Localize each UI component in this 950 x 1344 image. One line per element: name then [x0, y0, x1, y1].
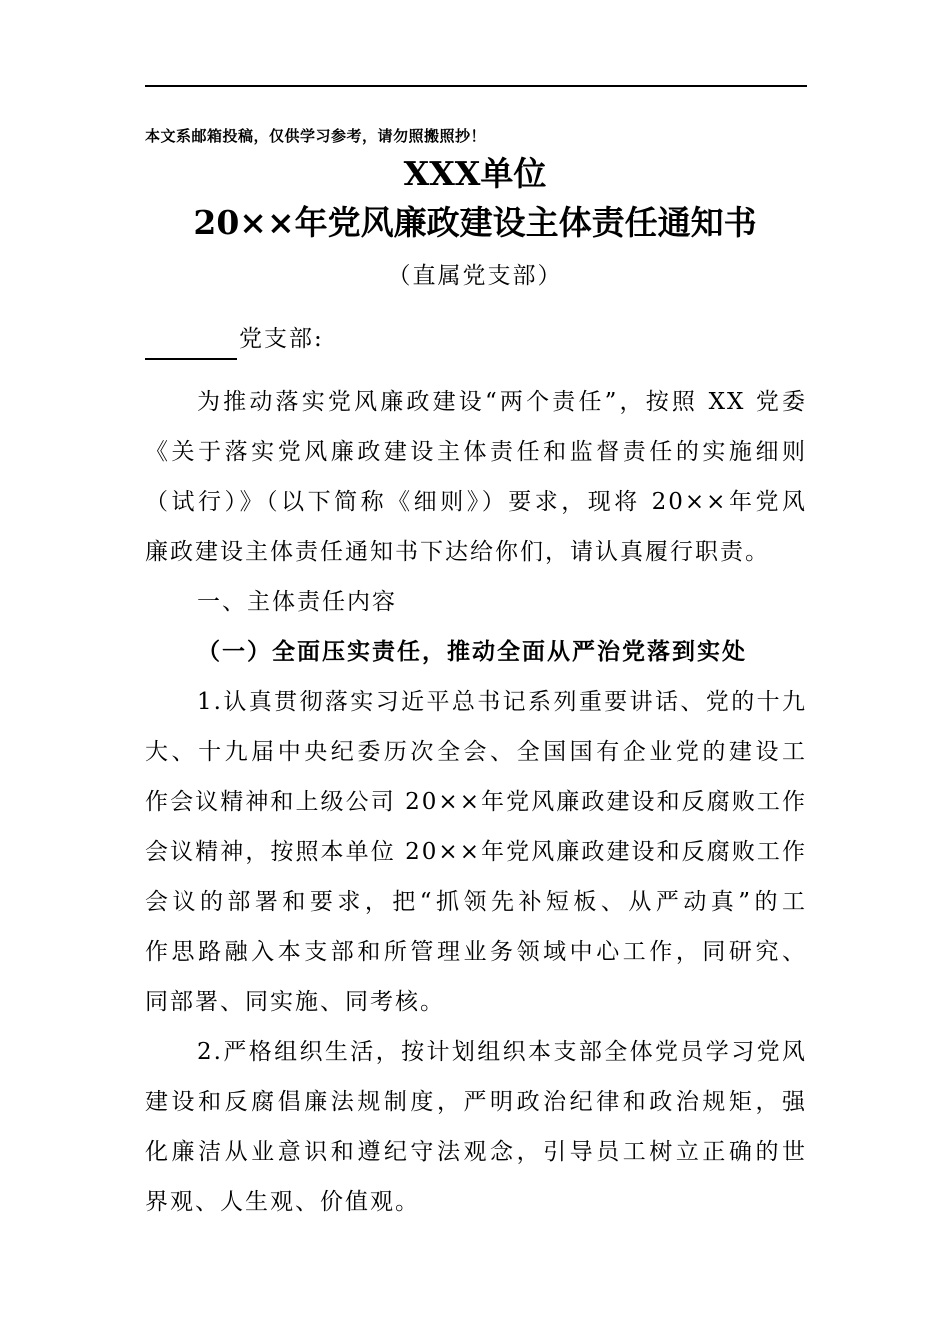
paragraph-line: 会议的部署和要求，把“抓领先补短板、从严动真”的工 [145, 889, 807, 915]
paragraph-line: 会议精神，按照本单位 20××年党风廉政建设和反腐败工作 [145, 839, 807, 865]
item-2-paragraph [145, 1027, 807, 1227]
document-subtitle: （直属党支部） [387, 263, 563, 289]
document-title-unit: XXX单位 [403, 154, 547, 193]
paragraph-line: （试行）》（以下简称《细则》）要求，现将 20××年党风 [145, 489, 807, 515]
paragraph-line: 作会议精神和上级公司 20××年党风廉政建设和反腐败工作 [145, 789, 807, 815]
paragraph-line: 作思路融入本支部和所管理业务领域中心工作，同研究、 [145, 939, 807, 965]
paragraph-line: 廉政建设主体责任通知书下达给你们，请认真履行职责。 [145, 539, 770, 565]
intro-paragraph [145, 377, 807, 577]
addressee-suffix: 党支部: [239, 326, 324, 352]
paragraph-line: 2.严格组织生活，按计划组织本支部全体党员学习党风 [197, 1039, 807, 1065]
subsection-heading [145, 627, 807, 677]
disclaimer-note: 本文系邮箱投稿，仅供学习参考，请勿照搬照抄！ [145, 127, 487, 145]
section-heading [145, 577, 807, 627]
paragraph-line: 大、十九届中央纪委历次全会、全国国有企业党的建设工 [145, 739, 807, 765]
addressee-blank [145, 332, 237, 360]
paragraph-line: 建设和反腐倡廉法规制度，严明政治纪律和政治规矩，强 [145, 1089, 807, 1115]
addressee-line [145, 318, 324, 360]
header-rule [145, 85, 807, 87]
section-heading-text: 一、主体责任内容 [197, 589, 397, 615]
subsection-heading-text: （一）全面压实责任，推动全面从严治党落到实处 [197, 638, 747, 665]
document-title-main: 20××年党风廉政建设主体责任通知书 [193, 203, 757, 242]
paragraph-line: 1.认真贯彻落实习近平总书记系列重要讲话、党的十九 [197, 689, 807, 715]
paragraph-line: 化廉洁从业意识和遵纪守法观念，引导员工树立正确的世 [145, 1139, 807, 1165]
paragraph-line: 同部署、同实施、同考核。 [145, 989, 445, 1015]
item-1-paragraph [145, 677, 807, 1027]
paragraph-line: 为推动落实党风廉政建设“两个责任”，按照 XX 党委 [197, 389, 807, 415]
paragraph-line: 《关于落实党风廉政建设主体责任和监督责任的实施细则 [145, 439, 807, 465]
paragraph-line: 界观、人生观、价值观。 [145, 1189, 420, 1215]
